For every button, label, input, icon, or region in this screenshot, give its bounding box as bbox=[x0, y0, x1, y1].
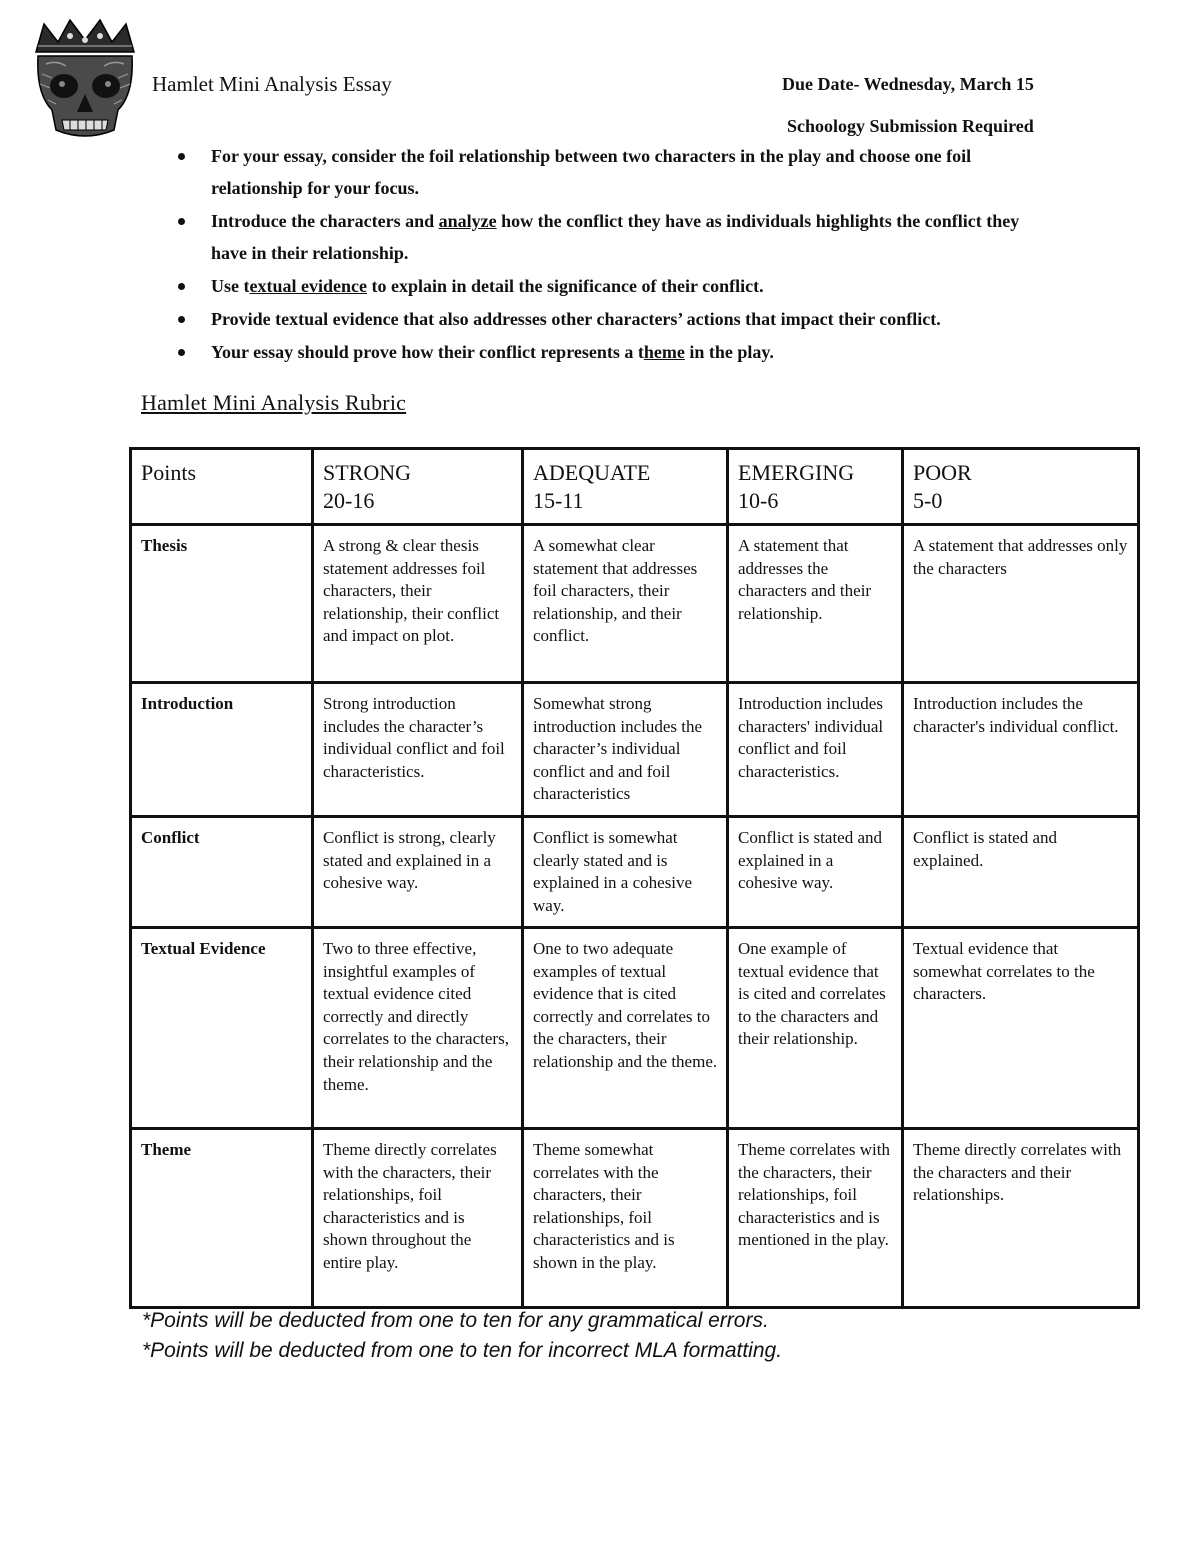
rubric-cell: One to two adequate examples of textual evidence that is cited correctly and correlates to the characters, their relationship and the theme. bbox=[523, 928, 728, 1129]
rubric-cell: One example of textual evidence that is cited and correlates to the characters and their relationship. bbox=[728, 928, 903, 1129]
bullet-icon bbox=[178, 349, 185, 356]
rubric-cell: Textual evidence that somewhat correlates to the characters. bbox=[903, 928, 1139, 1129]
level-header bbox=[523, 449, 728, 525]
criterion-label: Theme bbox=[131, 1129, 313, 1308]
level-header bbox=[728, 449, 903, 525]
instruction-item: Use textual evidence to explain in detail the significance of their conflict. bbox=[176, 270, 1056, 302]
underlined-term: analyze bbox=[438, 211, 497, 231]
rubric-cell: Two to three effective, insightful examples of textual evidence cited correctly and directly correlates to the characters, their relationship and the theme. bbox=[313, 928, 523, 1129]
deduction-notes bbox=[142, 1306, 782, 1366]
level-header bbox=[313, 449, 523, 525]
underlined-term: heme bbox=[643, 342, 685, 362]
rubric-table bbox=[129, 447, 1140, 1309]
criterion-label: Textual Evidence bbox=[131, 928, 313, 1129]
mla-note: *Points will be deducted from one to ten for incorrect MLA formatting. bbox=[142, 1339, 783, 1362]
rubric-cell: A statement that addresses only the characters bbox=[903, 525, 1139, 683]
level-name: ADEQUATE bbox=[533, 460, 651, 485]
rubric-cell: Conflict is strong, clearly stated and explained in a cohesive way. bbox=[313, 817, 523, 928]
rubric-row bbox=[131, 928, 1139, 1129]
rubric-cell: Conflict is stated and explained. bbox=[903, 817, 1139, 928]
rubric-title: Hamlet Mini Analysis Rubric bbox=[141, 390, 407, 415]
rubric-cell: Conflict is somewhat clearly stated and is explained in a cohesive way. bbox=[523, 817, 728, 928]
rubric-cell: Strong introduction includes the character’s individual conflict and foil characteristics. bbox=[313, 683, 523, 817]
instructions-list bbox=[176, 140, 1056, 369]
level-name: STRONG bbox=[323, 460, 412, 485]
essay-title: Hamlet Mini Analysis Essay bbox=[152, 72, 392, 96]
rubric-cell: Theme correlates with the characters, their relationships, foil characteristics and is mentioned in the play. bbox=[728, 1129, 903, 1308]
points-header: Points bbox=[131, 449, 313, 525]
grammar-note: *Points will be deducted from one to ten for any grammatical errors. bbox=[142, 1309, 769, 1332]
level-points: 10-6 bbox=[738, 488, 779, 513]
rubric-cell: Theme directly correlates with the characters and their relationships. bbox=[903, 1129, 1139, 1308]
bullet-icon bbox=[178, 218, 185, 225]
rubric-cell: A strong & clear thesis statement addresses foil characters, their relationship, their conflict and impact on plot. bbox=[313, 525, 523, 683]
rubric-cell: Somewhat strong introduction includes the character’s individual conflict and and foil characteristics bbox=[523, 683, 728, 817]
instruction-item: For your essay, consider the foil relationship between two characters in the play and choose one foil relationship for your focus. bbox=[176, 140, 1056, 204]
instruction-item: Introduce the characters and analyze how the conflict they have as individuals highlights the conflict they have in their relationship. bbox=[176, 205, 1056, 269]
rubric-cell: A somewhat clear statement that addresses foil characters, their relationship, and their conflict. bbox=[523, 525, 728, 683]
level-header bbox=[903, 449, 1139, 525]
bullet-icon bbox=[178, 153, 185, 160]
rubric-row bbox=[131, 817, 1139, 928]
criterion-label: Introduction bbox=[131, 683, 313, 817]
rubric-row bbox=[131, 1129, 1139, 1308]
submission-note: Schoology Submission Required bbox=[787, 116, 1034, 136]
criterion-label: Thesis bbox=[131, 525, 313, 683]
rubric-cell: A statement that addresses the characters and their relationship. bbox=[728, 525, 903, 683]
crowned-skull-icon bbox=[26, 16, 144, 142]
criterion-label: Conflict bbox=[131, 817, 313, 928]
level-name: EMERGING bbox=[738, 460, 855, 485]
rubric-row bbox=[131, 683, 1139, 817]
rubric-row bbox=[131, 525, 1139, 683]
level-name: POOR bbox=[913, 460, 972, 485]
instruction-item: Your essay should prove how their conflict represents a theme in the play. bbox=[176, 336, 1056, 368]
rubric-cell: Introduction includes characters' individual conflict and foil characteristics. bbox=[728, 683, 903, 817]
rubric-header-row bbox=[131, 449, 1139, 525]
level-points: 15-11 bbox=[533, 488, 584, 513]
underlined-term: extual evidence bbox=[249, 276, 367, 296]
bullet-icon bbox=[178, 283, 185, 290]
rubric-cell: Conflict is stated and explained in a cohesive way. bbox=[728, 817, 903, 928]
level-points: 5-0 bbox=[913, 488, 943, 513]
rubric-cell: Theme somewhat correlates with the characters, their relationships, foil characteristics and is shown in the play. bbox=[523, 1129, 728, 1308]
bullet-icon bbox=[178, 316, 185, 323]
level-points: 20-16 bbox=[323, 488, 375, 513]
due-date: Due Date- Wednesday, March 15 bbox=[782, 74, 1034, 94]
instruction-item: Provide textual evidence that also addresses other characters’ actions that impact their conflict. bbox=[176, 303, 1056, 335]
rubric-cell: Theme directly correlates with the characters, their relationships, foil characteristics and is shown throughout the entire play. bbox=[313, 1129, 523, 1308]
rubric-cell: Introduction includes the character's individual conflict. bbox=[903, 683, 1139, 817]
